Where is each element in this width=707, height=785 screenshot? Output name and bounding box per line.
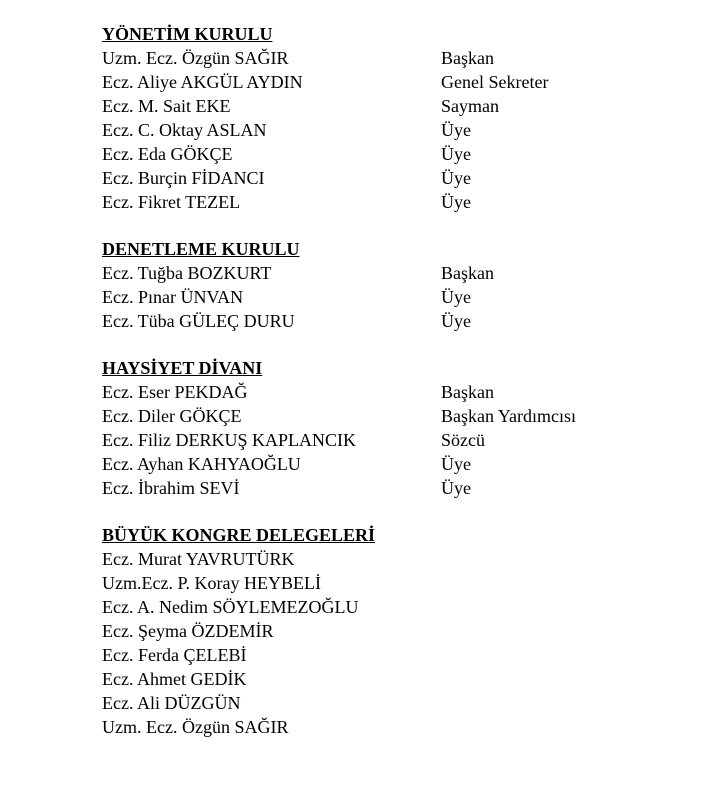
member-name: Ecz. A. Nedim SÖYLEMEZOĞLU [102,597,359,617]
section-denetleme-kurulu [102,237,692,333]
member-name: Ecz. Şeyma ÖZDEMİR [102,621,274,641]
document-page [102,22,692,762]
member-row [102,190,692,214]
member-row [102,46,692,70]
member-name: Ecz. Tuğba BOZKURT [102,263,272,283]
section-haysiyet-divani [102,356,692,500]
member-name: Ecz. Burçin FİDANCI [102,168,265,188]
member-name: Uzm. Ecz. Özgün SAĞIR [102,717,289,737]
member-row [102,404,692,428]
member-role: Üye [441,478,471,498]
section-yonetim-kurulu [102,22,692,214]
member-row [102,380,692,404]
member-name: Ecz. C. Oktay ASLAN [102,120,267,140]
member-role: Sözcü [441,430,485,450]
member-row [102,166,692,190]
member-name: Ecz. Pınar ÜNVAN [102,287,244,307]
member-name: Ecz. Filiz DERKUŞ KAPLANCIK [102,430,356,450]
member-name: Ecz. Eser PEKDAĞ [102,382,248,402]
section-title: BÜYÜK KONGRE DELEGELERİ [102,525,376,545]
member-row [102,571,692,595]
member-role: Başkan [441,48,494,68]
member-row [102,691,692,715]
member-role: Üye [441,287,471,307]
member-role: Üye [441,192,471,212]
member-role: Üye [441,120,471,140]
member-row [102,118,692,142]
member-row [102,643,692,667]
member-role: Sayman [441,96,499,116]
member-name: Ecz. Ferda ÇELEBİ [102,645,247,665]
member-row [102,309,692,333]
member-name: Ecz. Ayhan KAHYAOĞLU [102,454,301,474]
member-row [102,595,692,619]
member-role: Başkan [441,382,494,402]
member-name: Ecz. Diler GÖKÇE [102,406,242,426]
member-name: Ecz. M. Sait EKE [102,96,231,116]
member-row [102,452,692,476]
member-role: Üye [441,168,471,188]
member-role: Üye [441,311,471,331]
member-row [102,667,692,691]
member-row [102,94,692,118]
member-name: Ecz. Ali DÜZGÜN [102,693,241,713]
member-name: Ecz. İbrahim SEVİ [102,478,240,498]
member-role: Başkan [441,263,494,283]
member-role: Üye [441,144,471,164]
member-role: Başkan Yardımcısı [441,406,576,426]
member-name: Uzm.Ecz. P. Koray HEYBELİ [102,573,321,593]
member-row [102,619,692,643]
section-title: YÖNETİM KURULU [102,24,273,44]
member-name: Ecz. Aliye AKGÜL AYDIN [102,72,303,92]
member-name: Ecz. Murat YAVRUTÜRK [102,549,295,569]
member-name: Ecz. Ahmet GEDİK [102,669,247,689]
member-role: Genel Sekreter [441,72,549,92]
member-name: Ecz. Tüba GÜLEÇ DURU [102,311,295,331]
member-row [102,547,692,571]
member-row [102,142,692,166]
member-row [102,428,692,452]
member-row [102,476,692,500]
member-row [102,261,692,285]
member-role: Üye [441,454,471,474]
member-row [102,715,692,739]
section-title: HAYSİYET DİVANI [102,358,263,378]
section-buyuk-kongre-delegeleri [102,523,692,739]
member-row [102,285,692,309]
section-title: DENETLEME KURULU [102,239,300,259]
member-name: Uzm. Ecz. Özgün SAĞIR [102,48,289,68]
member-row [102,70,692,94]
member-name: Ecz. Eda GÖKÇE [102,144,233,164]
member-name: Ecz. Fikret TEZEL [102,192,241,212]
